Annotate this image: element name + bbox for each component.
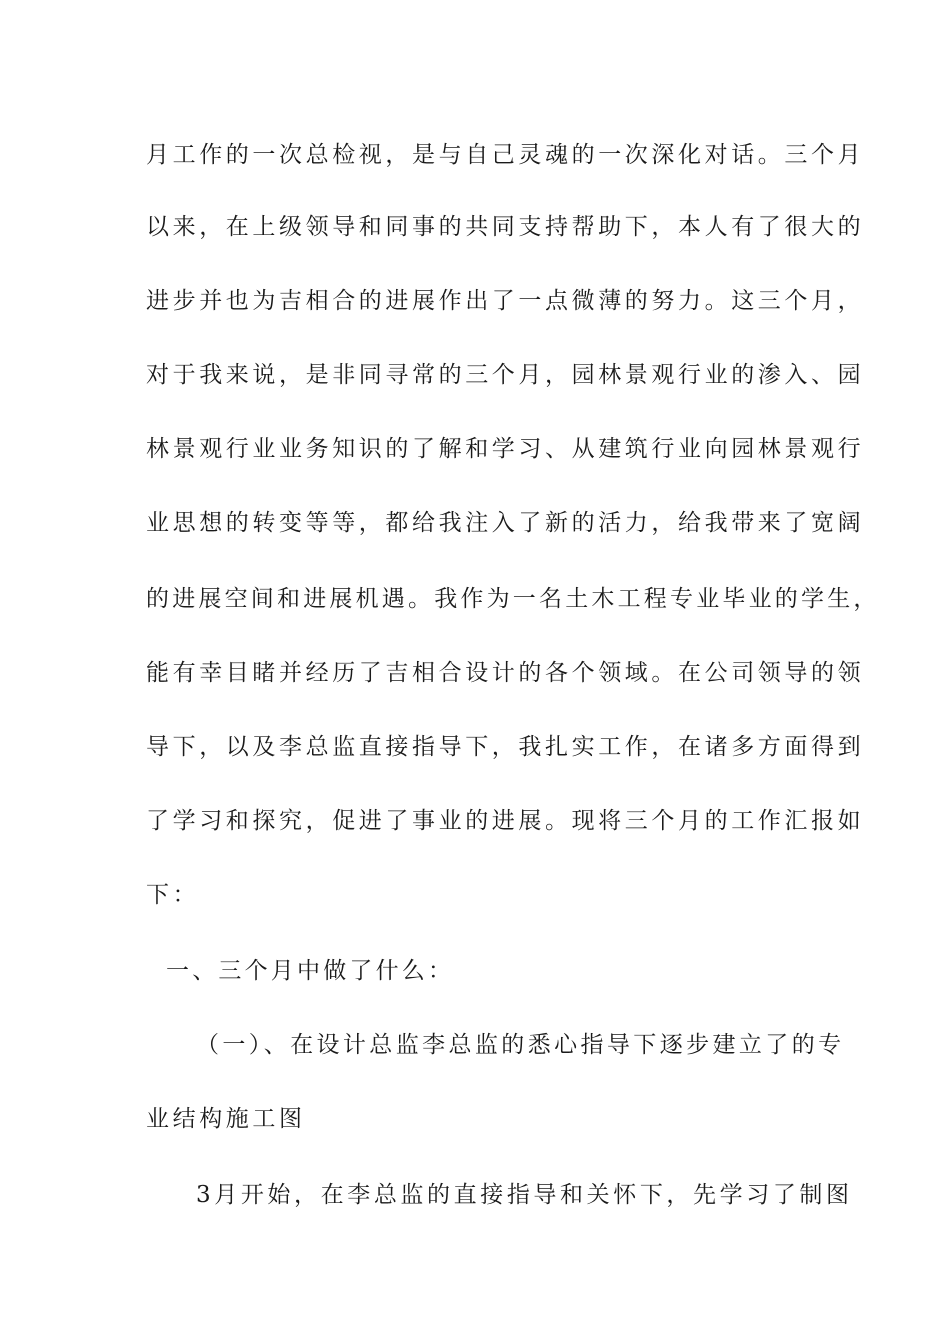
body-paragraph-2-line-1: 3月开始，在李总监的直接指导和关怀下，先学习了制图 [196,1182,853,1208]
body-text-line-4: 对于我来说，是非同寻常的三个月，园林景观行业的渗入、园 [146,362,865,388]
subsection-heading-line-1: （一）、在设计总监李总监的悉心指导下逐步建立了的专 [196,1032,845,1058]
section-heading: 一、三个月中做了什么： [166,958,455,984]
body-text-line-2: 以来，在上级领导和同事的共同支持帮助下，本人有了很大的 [146,214,865,240]
subsection-heading-line-2: 业结构施工图 [146,1106,306,1132]
body-text-line-11: 下： [146,882,200,908]
body-text-line-5: 林景观行业业务知识的了解和学习、从建筑行业向园林景观行 [146,436,865,462]
body-text-line-8: 能有幸目睹并经历了吉相合设计的各个领域。在公司领导的领 [146,660,865,686]
body-text-line-9: 导下，以及李总监直接指导下，我扎实工作，在诸多方面得到 [146,734,865,760]
body-text-line-1: 月工作的一次总检视，是与自己灵魂的一次深化对话。三个月 [146,142,865,168]
body-text-line-10: 了学习和探究，促进了事业的进展。现将三个月的工作汇报如 [146,808,865,834]
body-text-line-6: 业思想的转变等等，都给我注入了新的活力，给我带来了宽阔 [146,510,865,536]
body-text-line-7: 的进展空间和进展机遇。我作为一名土木工程专业毕业的学生， [146,586,880,612]
body-text-line-3: 进步并也为吉相合的进展作出了一点微薄的努力。这三个月， [146,288,865,314]
